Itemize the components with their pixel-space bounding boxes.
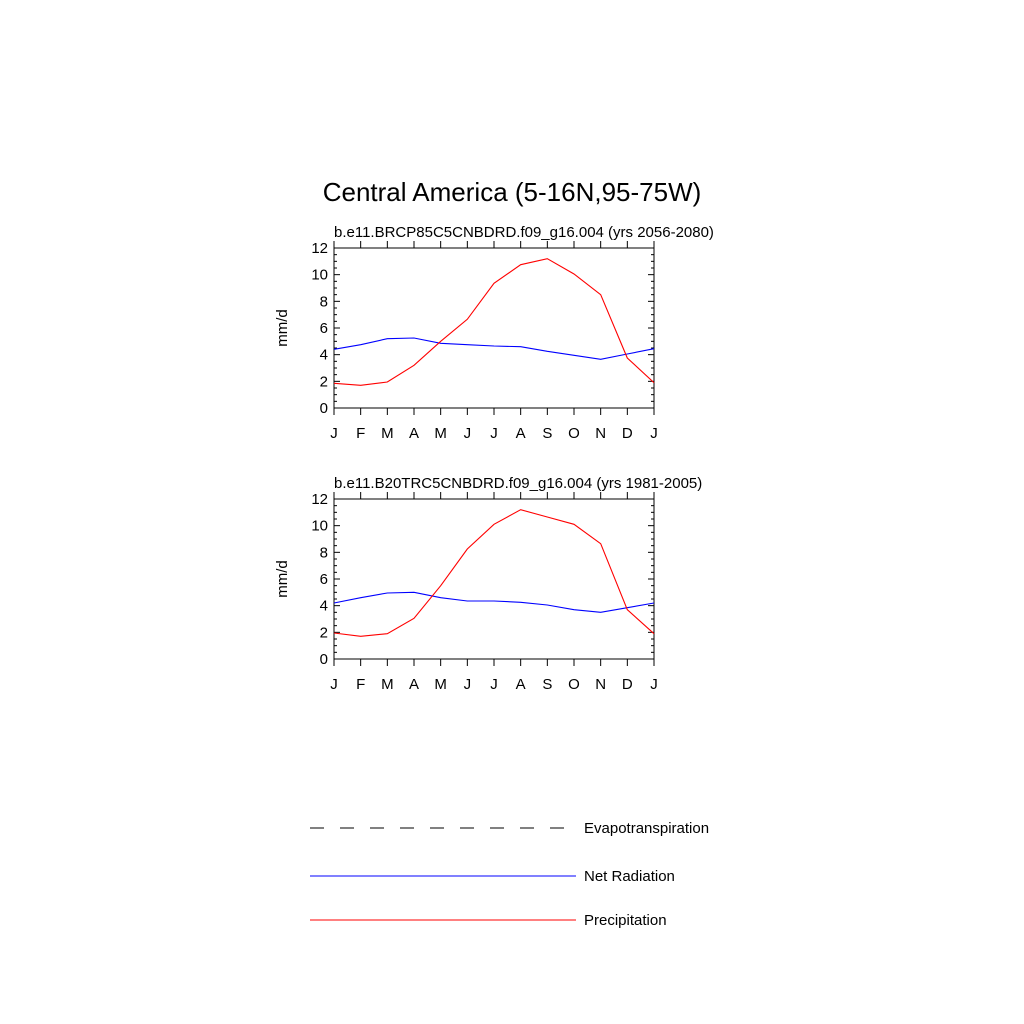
series-line-precipitation: [334, 510, 654, 637]
panel-historical: [274, 475, 702, 693]
y-tick-label: 8: [319, 544, 328, 562]
y-tick-label: 6: [319, 320, 328, 337]
x-tick-label: D: [621, 676, 633, 693]
y-tick-label: 12: [311, 491, 328, 508]
panel-subtitle: b.e11.B20TRC5CNBDRD.f09_g16.004 (yrs 1981-2005): [334, 475, 703, 492]
x-tick-label: J: [330, 676, 338, 693]
x-tick-label: O: [568, 676, 580, 693]
plot-frame: [334, 499, 654, 659]
y-axis-label: mm/d: [274, 560, 291, 598]
x-tick-label: J: [463, 676, 472, 693]
x-tick-label: D: [621, 425, 633, 442]
legend-label: Evapotranspiration: [584, 820, 710, 837]
x-tick-label: S: [542, 676, 553, 693]
y-tick-label: 2: [319, 624, 328, 642]
y-tick-label: 0: [319, 400, 328, 417]
x-tick-label: J: [463, 425, 472, 442]
x-tick-label: M: [381, 676, 394, 693]
plot-frame: [334, 248, 654, 408]
y-tick-label: 0: [319, 651, 328, 668]
x-tick-label: M: [381, 425, 394, 442]
x-tick-label: J: [650, 425, 658, 442]
x-tick-label: A: [408, 676, 420, 693]
legend-label: Net Radiation: [584, 868, 675, 885]
series-line-precipitation: [334, 259, 654, 386]
x-tick-label: N: [595, 425, 607, 442]
x-tick-label: A: [515, 425, 526, 442]
x-tick-label: J: [490, 676, 498, 693]
series-line-net-radiation: [334, 592, 654, 612]
x-tick-label: N: [595, 676, 607, 693]
y-tick-label: 4: [319, 597, 328, 615]
y-tick-label: 8: [319, 293, 328, 311]
x-tick-label: F: [356, 676, 366, 693]
x-tick-label: O: [568, 425, 580, 442]
main-title: Central America (5-16N,95-75W): [322, 177, 702, 207]
x-tick-label: M: [434, 425, 447, 442]
x-tick-label: J: [650, 676, 658, 693]
x-tick-label: A: [408, 425, 420, 442]
x-tick-label: J: [490, 425, 498, 442]
y-axis-label: mm/d: [274, 309, 291, 347]
y-tick-label: 12: [311, 240, 328, 257]
panel-future: [274, 224, 714, 442]
x-tick-label: F: [356, 425, 366, 442]
x-tick-label: A: [515, 676, 526, 693]
panel-subtitle: b.e11.BRCP85C5CNBDRD.f09_g16.004 (yrs 2056-2080): [334, 224, 714, 241]
legend: [310, 820, 709, 929]
y-tick-label: 10: [311, 266, 328, 284]
x-tick-label: S: [542, 425, 553, 442]
legend-label: Precipitation: [584, 912, 667, 929]
x-tick-label: M: [434, 676, 447, 693]
series-line-net-radiation: [334, 338, 654, 359]
y-tick-label: 2: [319, 373, 328, 391]
y-tick-label: 6: [319, 571, 328, 588]
y-tick-label: 4: [319, 346, 328, 364]
x-tick-label: J: [330, 425, 338, 442]
y-tick-label: 10: [311, 517, 328, 535]
